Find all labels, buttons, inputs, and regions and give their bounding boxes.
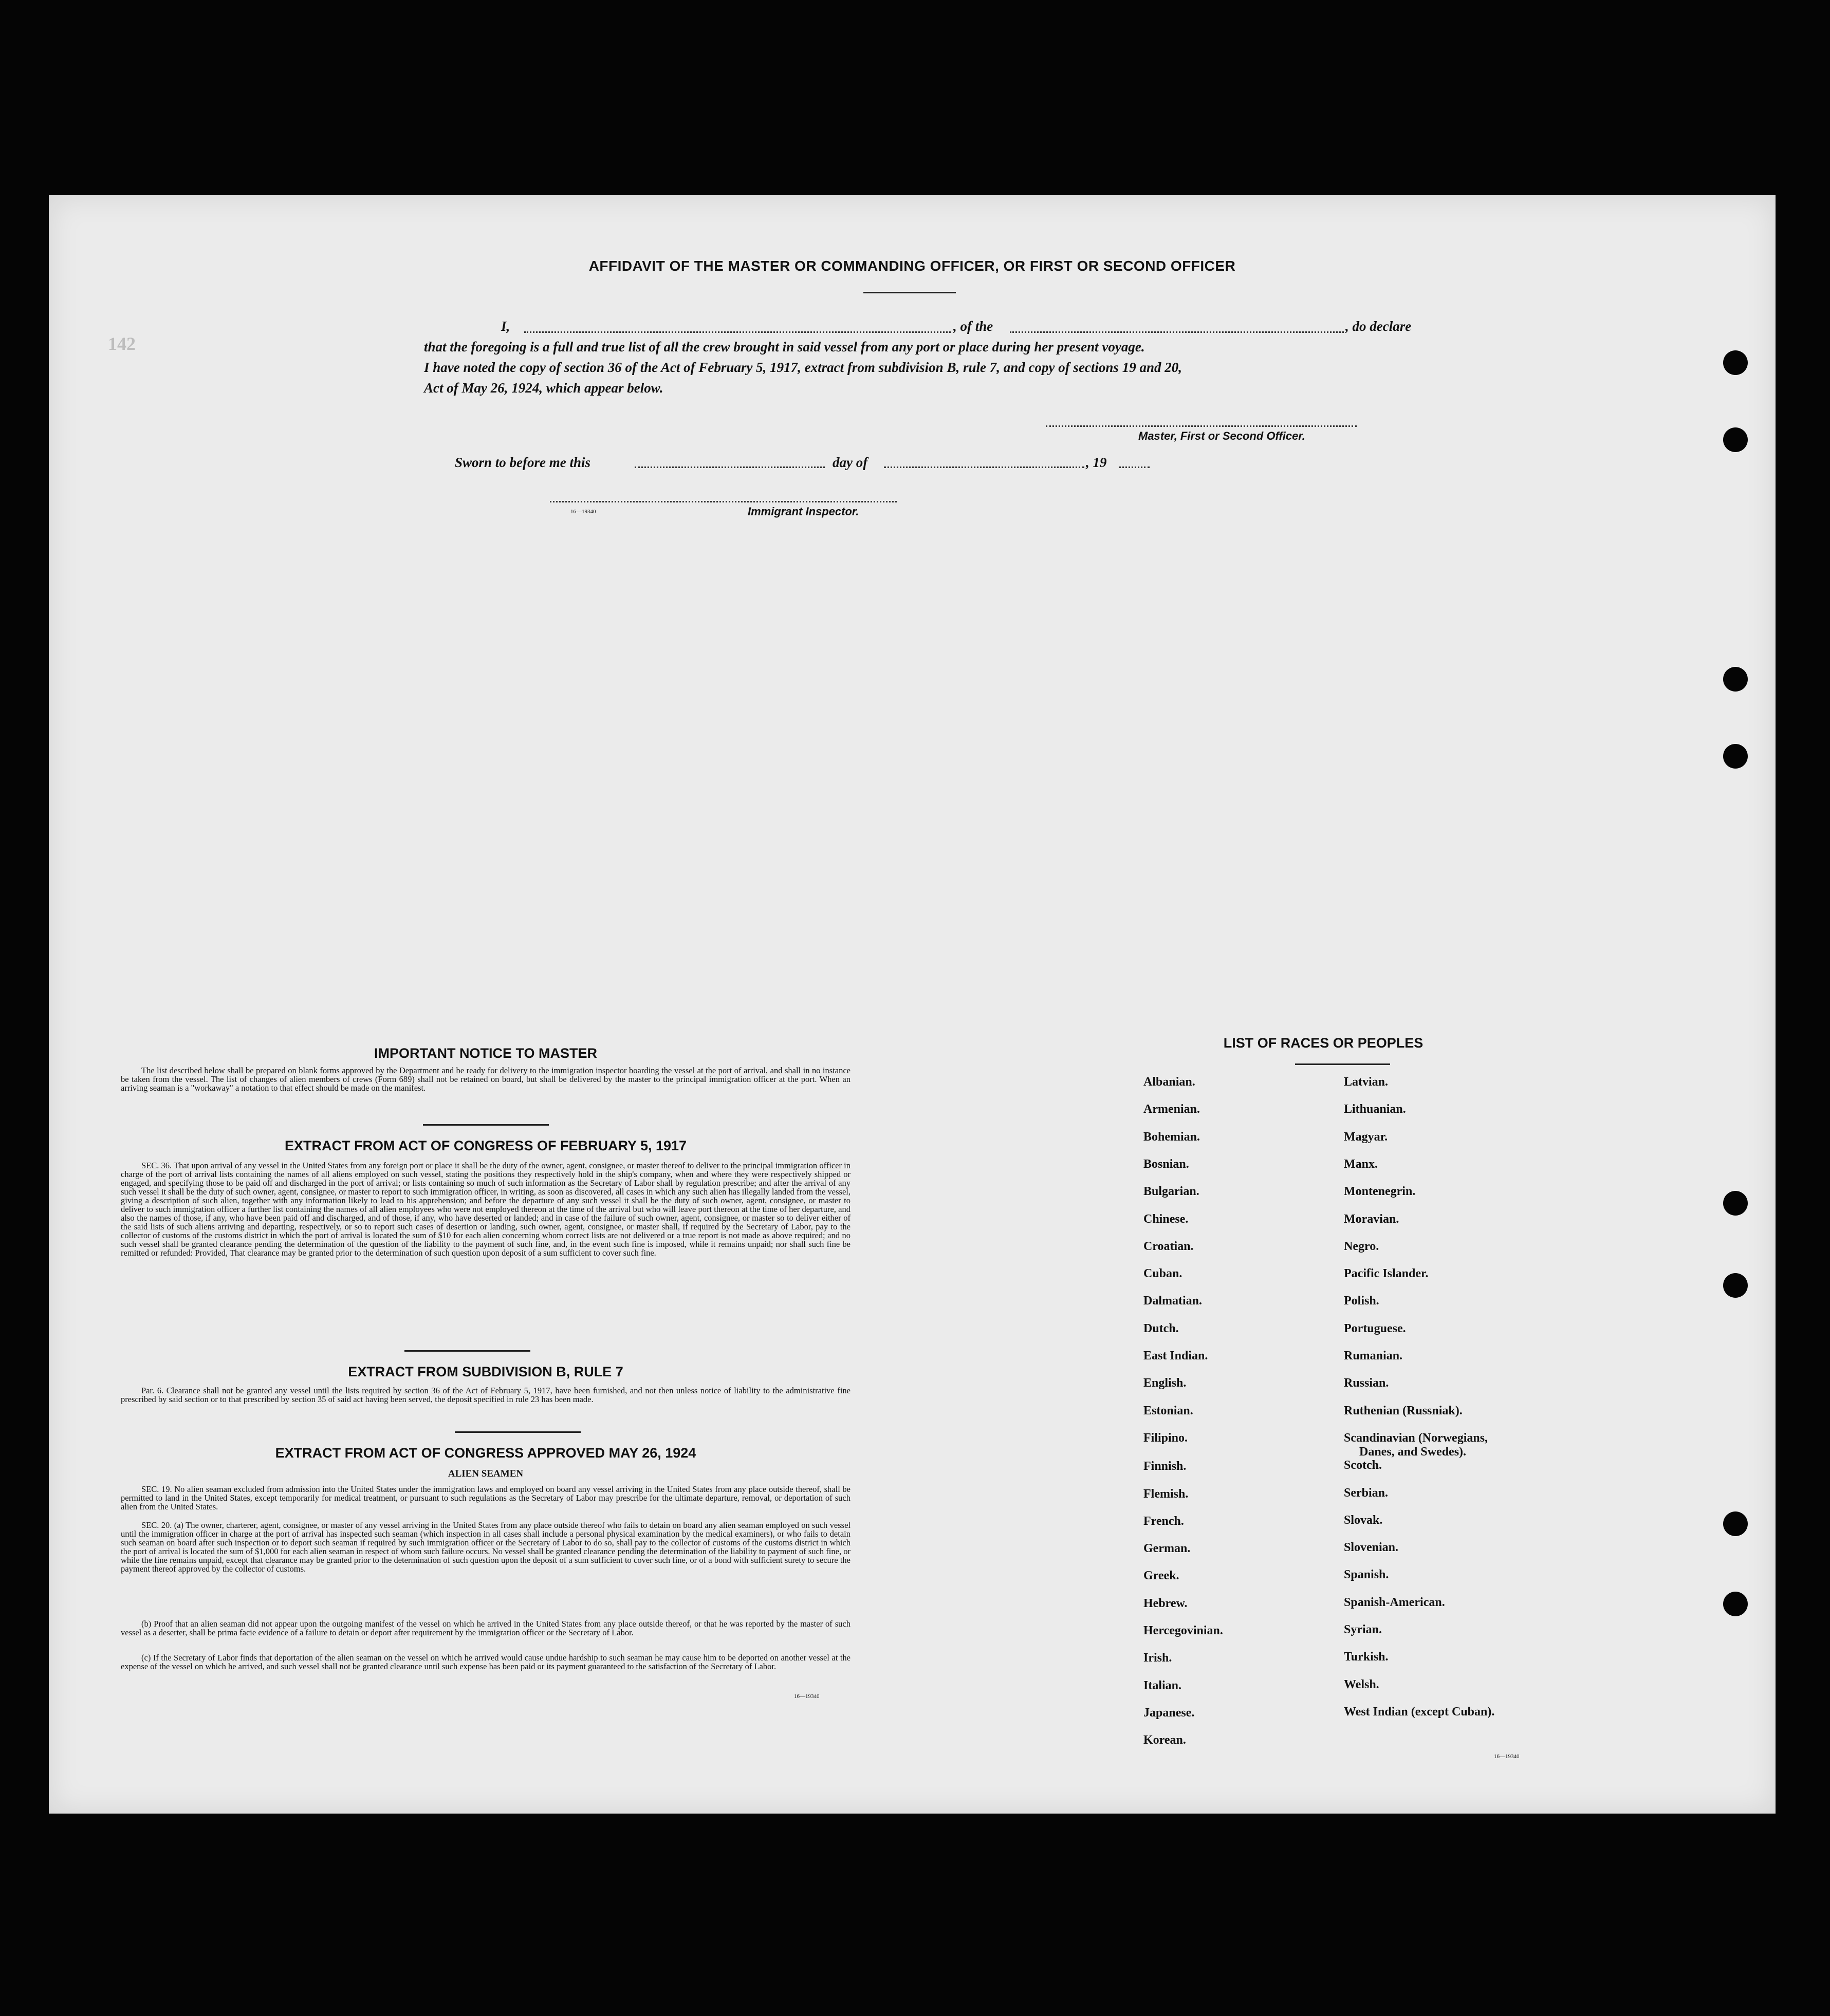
- day-of-label: day of: [833, 455, 868, 470]
- left-item: Irish.: [1143, 1651, 1172, 1665]
- extract-1917-text: SEC. 36. That upon arrival of any vessel in the United States from any foreign port or place it shall be the duty of the owner, agent, consignee, or master thereof to deliver to the principal immigration officer in charge of the port of arrival lists containing the names of all aliens employed on such vessel, stating the positions they respectively hold in the ship's company, when and where they were respectively shipped or engaged, and specifying those to be paid off and discharged in the port of arrival; or lists containing so much of such information as the Secretary of Labor shall by regulation prescribe; and after the arrival of any such vessel it shall be the duty of such owner, agent, consignee, or master to report to such immigration officer, in writing, as soon as discovered, all cases in which any such alien has illegally landed from the vessel, giving a description of such alien, together with any information likely to lead to his apprehension; and before the departure of any such vessel it shall be the duty of such owner, agent, consignee, or master to deliver to such immigration officer a further list containing the names of all alien employees who were not employed thereon at the time of the arrival but who will leave port thereon at the time of her departure, and also the names of those, if any, who have been paid off and discharged, and of those, if any, who have deserted or landed; and in case of the failure of such owner, agent, consignee, or master so to deliver either of the said lists of such aliens arriving and departing, respectively, or so to report such cases of desertion or landing, such owner, agent, consignee, or master shall, if required by the Secretary of Labor, pay to the collector of customs of the customs district in which the port of arrival is located the sum of $10 for each alien concerning whom correct lists are not delivered or a true report is not made as above required; and no such vessel shall be granted clearance pending the determination of the question of the liability to the payment of such fine, and, in the event such fine is imposed, while it remains unpaid; nor shall such fine be remitted or refunded: Provided, That clearance may be granted prior to the determination of such question upon deposit of a sum sufficient to cover such fine.: [121, 1161, 851, 1258]
- affidavit-form-number: 16—19340: [570, 509, 596, 515]
- right-item: Latvian.: [1344, 1075, 1389, 1089]
- left-item: Flemish.: [1143, 1487, 1189, 1501]
- extract-1917-title: EXTRACT FROM ACT OF CONGRESS OF FEBRUARY 5, 1917: [284, 1138, 687, 1153]
- right-item: Russian.: [1344, 1376, 1389, 1390]
- punch-hole: [1723, 1592, 1748, 1616]
- races-form-number: 16—19340: [1494, 1753, 1520, 1760]
- right-item: Slovenian.: [1344, 1541, 1399, 1555]
- extract-1924-title: EXTRACT FROM ACT OF CONGRESS APPROVED MAY 26, 1924: [275, 1445, 696, 1461]
- sec-20a-text: SEC. 20. (a) The owner, charterer, agent, consignee, or master of any vessel arriving in the United States from any place outside thereof who fails to detain on board any alien seaman employed on such vessel until the immigration officer in charge at the port of arrival has inspected such seaman (which inspection in all cases shall include a personal physical examination by the medical examiners), or who fails to detain such seaman on board after such inspection or to deport such seaman if required by such immigration officer or the Secretary of Labor to do so, shall pay to the collector of customs of the customs district in which the port of arrival is located the sum of $1,000 for each alien seaman in respect of whom such failure occurs. No vessel shall be granted clearance pending the determination of the liability to payment of such fine, or while the fine remains unpaid, except that clearance may be granted prior to the determination of such question upon the deposit of a sum sufficient to cover such fine, or of a bond with sufficient surety to secure the payment thereof approved by the collector of customs.: [121, 1520, 851, 1574]
- sworn-day-field[interactable]: [635, 466, 825, 468]
- subdivision-b-text: Par. 6. Clearance shall not be granted any vessel until the lists required by section 36 of the Act of February 5, 1917, have been furnished, and not then unless notice of liability to the administrative fine prescribed by said section or to that prescribed by section 35 of said act having been served, the deposit specified in rule 23 has been made.: [121, 1386, 851, 1404]
- right-item: Scandinavian (Norwegians,: [1344, 1431, 1488, 1445]
- left-item: Cuban.: [1143, 1267, 1182, 1281]
- extract-1917-divider: [404, 1350, 530, 1352]
- left-item: Estonian.: [1143, 1404, 1193, 1417]
- right-item: Danes, and Swedes).: [1359, 1445, 1467, 1459]
- punch-hole: [1723, 427, 1748, 452]
- inspector-signature-field[interactable]: [550, 501, 897, 502]
- left-item: Filipino.: [1143, 1431, 1188, 1445]
- sec-20c-text: (c) If the Secretary of Labor finds that deportation of the alien seaman on the vessel on which he arrived would cause undue hardship to such seaman he may cause him to be deported on another vessel at the expense of the vessel on which he arrived, and such vessel shall not be granted clearance until such expense has been paid or its payment guaranteed to the satisfaction of the Secretary of Labor.: [121, 1653, 851, 1671]
- left-item: Dalmatian.: [1143, 1294, 1202, 1308]
- left-item: Hercegovinian.: [1143, 1624, 1223, 1637]
- sworn-year-field[interactable]: [1119, 466, 1150, 468]
- affidavit-of-the-label: , of the: [953, 319, 993, 334]
- left-item: Dutch.: [1143, 1321, 1179, 1335]
- title-divider: [863, 292, 956, 293]
- right-item: Montenegrin.: [1344, 1185, 1416, 1199]
- right-item: Polish.: [1344, 1294, 1379, 1308]
- affidavit-line-2: that the foregoing is a full and true list of all the crew brought in said vessel from any port or place during her present voyage.: [424, 339, 1145, 354]
- left-item: Italian.: [1143, 1678, 1182, 1692]
- punch-hole: [1723, 1511, 1748, 1536]
- right-item: Spanish.: [1344, 1568, 1389, 1582]
- document-page: [49, 195, 1776, 1814]
- affidavit-declare-label: , do declare: [1345, 319, 1412, 334]
- vessel-name-field[interactable]: [1010, 331, 1344, 333]
- left-item: Armenian.: [1143, 1103, 1200, 1116]
- right-item: Syrian.: [1344, 1623, 1382, 1636]
- extract-form-number: 16—19340: [794, 1693, 820, 1700]
- right-item: Rumanian.: [1344, 1349, 1403, 1362]
- right-item: Portuguese.: [1344, 1321, 1406, 1335]
- right-item: Pacific Islander.: [1344, 1267, 1429, 1281]
- right-item: Moravian.: [1344, 1212, 1399, 1226]
- right-item: Magyar.: [1344, 1130, 1388, 1144]
- affidavit-title: AFFIDAVIT OF THE MASTER OR COMMANDING OFFICER, OR FIRST OR SECOND OFFICER: [588, 258, 1236, 274]
- right-item: Ruthenian (Russniak).: [1344, 1404, 1463, 1417]
- subdivision-b-divider: [455, 1431, 581, 1433]
- subdivision-b-title: EXTRACT FROM SUBDIVISION B, RULE 7: [348, 1364, 623, 1379]
- races-divider: [1295, 1063, 1390, 1065]
- year-label: , 19: [1086, 455, 1107, 470]
- punch-hole: [1723, 667, 1748, 692]
- faint-page-number: 142: [108, 333, 136, 354]
- left-item: Bohemian.: [1143, 1130, 1200, 1144]
- left-item: English.: [1143, 1376, 1187, 1390]
- sworn-month-field[interactable]: [884, 466, 1084, 468]
- right-item: Negro.: [1344, 1239, 1379, 1253]
- left-item: Greek.: [1143, 1569, 1179, 1583]
- affidavit-i-label: I,: [501, 319, 510, 334]
- left-item: Hebrew.: [1143, 1596, 1188, 1610]
- affidavit-line-3: I have noted the copy of section 36 of the Act of February 5, 1917, extract from subdivision B, rule 7, and copy of sections 19 and 20,: [424, 360, 1182, 375]
- officer-name-field[interactable]: [524, 331, 951, 333]
- affidavit-line-4: Act of May 26, 1924, which appear below.: [424, 380, 663, 396]
- right-item: Scotch.: [1344, 1459, 1382, 1472]
- right-item: West Indian (except Cuban).: [1344, 1705, 1495, 1719]
- left-item: Albanian.: [1143, 1075, 1195, 1089]
- left-item: East Indian.: [1143, 1349, 1208, 1362]
- right-item: Serbian.: [1344, 1486, 1389, 1500]
- punch-hole: [1723, 1191, 1748, 1216]
- sec-20b-text: (b) Proof that an alien seaman did not appear upon the outgoing manifest of the vessel on which he arrived in the United States from any place outside thereof, or that he was reported by the master of such vessel as a deserter, shall be prima facie evidence of a failure to detain or deport after requirement by the immigration officer or the Secretary of Labor.: [121, 1619, 851, 1637]
- left-item: Chinese.: [1143, 1212, 1189, 1226]
- right-item: Turkish.: [1344, 1650, 1389, 1664]
- notice-title: IMPORTANT NOTICE TO MASTER: [374, 1046, 597, 1061]
- punch-hole: [1723, 744, 1748, 769]
- left-item: French.: [1143, 1514, 1184, 1528]
- left-item: German.: [1143, 1542, 1191, 1556]
- left-item: Finnish.: [1143, 1460, 1187, 1473]
- punch-hole: [1723, 1273, 1748, 1298]
- races-title: LIST OF RACES OR PEOPLES: [1223, 1035, 1424, 1051]
- inspector-label: Immigrant Inspector.: [748, 505, 859, 518]
- right-item: Slovak.: [1344, 1513, 1383, 1527]
- right-item: Welsh.: [1344, 1677, 1379, 1691]
- right-item: Spanish-American.: [1344, 1595, 1445, 1609]
- right-item: Lithuanian.: [1344, 1103, 1406, 1116]
- alien-seamen-subtitle: ALIEN SEAMEN: [448, 1468, 524, 1479]
- punch-hole: [1723, 350, 1748, 375]
- right-item: Manx.: [1344, 1157, 1378, 1171]
- left-item: Bosnian.: [1143, 1157, 1189, 1171]
- left-item: Japanese.: [1143, 1706, 1195, 1720]
- notice-divider: [423, 1124, 549, 1126]
- notice-text: The list described below shall be prepared on blank forms approved by the Department and be ready for delivery to the immigration inspector boarding the vessel at the port of arrival, and shall in no instance be taken from the vessel. The list of changes of alien members of crews (Form 689) shall not be retained on board, but shall be delivered by the master to the principal immigration officer at the port. When an arriving seaman is a "workaway" a notation to that effect should be made on the manifest.: [121, 1066, 851, 1093]
- left-item: Korean.: [1143, 1733, 1186, 1747]
- sec-19-text: SEC. 19. No alien seaman excluded from admission into the United States under the immigration laws and employed on board any vessel arriving in the United States from any place outside thereof, shall be permitted to land in the United States, except temporarily for medical treatment, or pursuant to such regulations as the Secretary of Labor may prescribe for the ultimate departure, removal, or deportation of such alien from the United States.: [121, 1484, 851, 1511]
- sworn-label: Sworn to before me this: [455, 455, 591, 470]
- master-signature-field[interactable]: [1046, 425, 1357, 427]
- master-signature-label: Master, First or Second Officer.: [1138, 430, 1305, 442]
- left-item: Bulgarian.: [1143, 1185, 1199, 1199]
- left-item: Croatian.: [1143, 1239, 1194, 1253]
